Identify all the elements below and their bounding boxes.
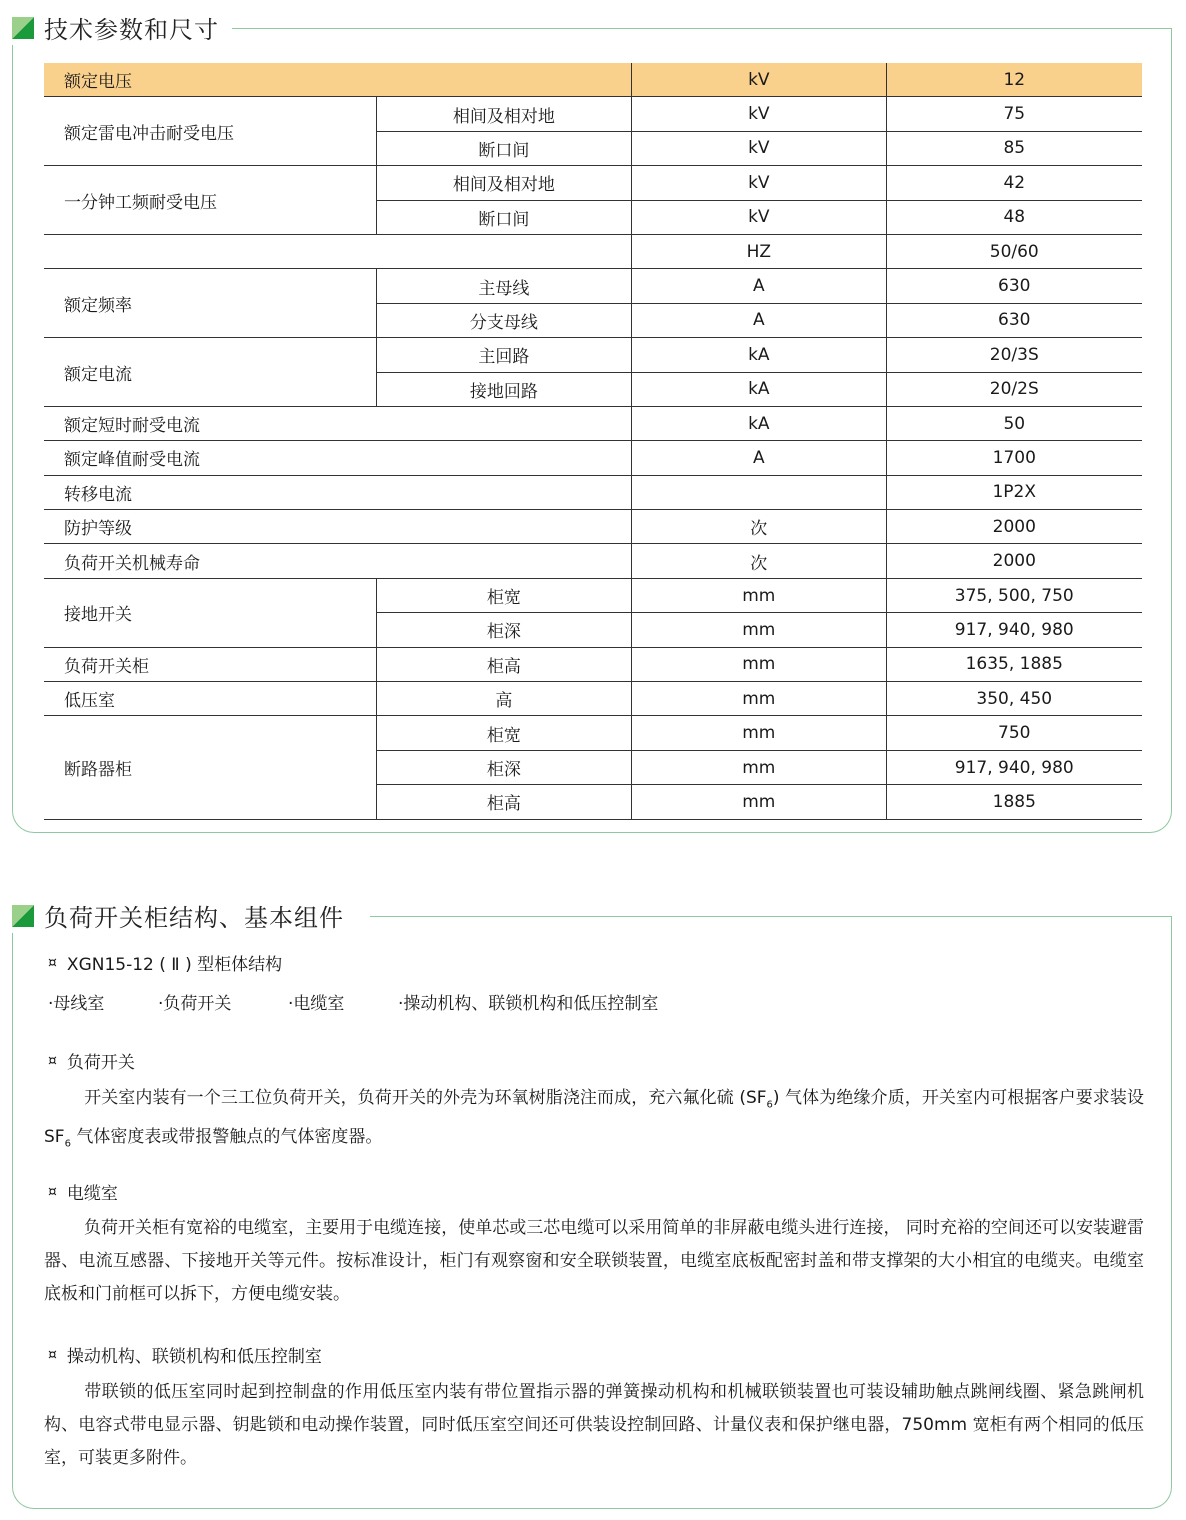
table-cell: 额定峰值耐受电流: [44, 441, 632, 475]
table-row: [44, 682, 1142, 716]
table-cell: A: [632, 303, 886, 337]
table-cell: 转移电流: [44, 475, 632, 509]
table-cell: 柜深: [376, 750, 631, 784]
table-cell: kV: [632, 131, 886, 165]
table-row: [44, 406, 1142, 440]
table-cell: 额定短时耐受电流: [44, 406, 632, 440]
table-cell: mm: [632, 750, 886, 784]
table-cell: 负荷开关机械寿命: [44, 544, 632, 578]
table-cell: [632, 475, 886, 509]
table-cell: 20/3S: [886, 338, 1142, 372]
sf6-subscript: 6: [766, 1099, 773, 1111]
table-cell: 12: [886, 63, 1142, 97]
spec-panel-top-line: [232, 28, 1172, 29]
table-cell: kA: [632, 406, 886, 440]
table-cell: mm: [632, 716, 886, 750]
table-row: [44, 544, 1142, 578]
table-cell: 630: [886, 303, 1142, 337]
cable-room-text: 负荷开关柜有宽裕的电缆室，主要用于电缆连接，使单芯或三芯电缆可以采用简单的非屏蔽电缆头进行连接， 同时充裕的空间还可以安装避雷器、电流互感器、下接地开关等元件。按标准设计，柜门有观察窗和安全联锁装置，电缆室底板配密封盖和带支撑架的大小相宜的电缆夹。电缆室底板和门前框可以拆下，方便电缆安装。: [44, 1218, 1144, 1304]
table-cell: 1P2X: [886, 475, 1142, 509]
section-marker-icon: [12, 17, 34, 39]
table-cell: 1885: [886, 785, 1142, 819]
table-cell: 断口间: [376, 200, 631, 234]
table-row: [44, 510, 1142, 544]
table-cell: 柜宽: [376, 578, 631, 612]
table-cell: A: [632, 441, 886, 475]
spec-section-header: [12, 10, 229, 45]
table-cell: 2000: [886, 544, 1142, 578]
mechanism-heading: [48, 1342, 322, 1367]
table-row: [44, 269, 1142, 303]
table-cell: 750: [886, 716, 1142, 750]
table-cell: 20/2S: [886, 372, 1142, 406]
table-cell: kV: [632, 97, 886, 131]
table-cell: 额定频率: [44, 269, 376, 338]
mechanism-title: 操动机构、联锁机构和低压控制室: [66, 1347, 322, 1367]
bullet-symbol-icon: ¤: [48, 1183, 57, 1200]
cable-room-heading: [48, 1179, 118, 1204]
table-cell: mm: [632, 682, 886, 716]
table-row: [44, 166, 1142, 200]
mechanism-text: 带联锁的低压室同时起到控制盘的作用低压室内装有带位置指示器的弹簧操动机构和机械联锁装置也可装设辅助触点跳闸线圈、紧急跳闸机构、电容式带电显示器、钥匙锁和电动操作装置，同时低压室空间还可供装设控制回路、计量仪表和保护继电器，750mm 宽柜有两个相同的低压室，可装更多附件。: [44, 1382, 1144, 1468]
table-cell: 917, 940, 980: [886, 613, 1142, 647]
table-cell: 375, 500, 750: [886, 578, 1142, 612]
section-marker-icon: [12, 905, 34, 927]
table-cell: 48: [886, 200, 1142, 234]
table-cell: 次: [632, 544, 886, 578]
table-cell: 1635, 1885: [886, 647, 1142, 681]
structure-section-title: 负荷开关柜结构、基本组件: [44, 904, 344, 932]
table-cell: 高: [376, 682, 631, 716]
structure-subheading: [48, 950, 282, 975]
table-cell: kV: [632, 200, 886, 234]
table-cell: kA: [632, 372, 886, 406]
spec-section-title: 技术参数和尺寸: [44, 16, 219, 44]
list-item: ·操动机构、联锁机构和低压控制室: [398, 994, 659, 1014]
table-cell: mm: [632, 647, 886, 681]
table-cell: 相间及相对地: [376, 97, 631, 131]
table-cell: 相间及相对地: [376, 166, 631, 200]
table-row: [44, 647, 1142, 681]
table-cell: 1700: [886, 441, 1142, 475]
list-item: ·电缆室: [288, 994, 345, 1014]
table-cell: kV: [632, 63, 886, 97]
cable-room-title: 电缆室: [66, 1184, 118, 1204]
table-cell: 额定电流: [44, 338, 376, 407]
table-cell: 接地开关: [44, 578, 376, 647]
load-switch-heading: [48, 1048, 135, 1073]
table-cell: 额定雷电冲击耐受电压: [44, 97, 376, 166]
table-cell: mm: [632, 613, 886, 647]
sf6-subscript: 6: [64, 1138, 71, 1150]
table-cell: 断口间: [376, 131, 631, 165]
table-row: [44, 441, 1142, 475]
table-row: [44, 578, 1142, 612]
table-cell: 917, 940, 980: [886, 750, 1142, 784]
load-switch-paragraph: [44, 1082, 1144, 1161]
list-item: ·负荷开关: [158, 994, 232, 1014]
table-row: [44, 475, 1142, 509]
table-cell: 额定电压: [44, 63, 632, 97]
table-cell: 50: [886, 406, 1142, 440]
structure-title: XGN15-12 ( Ⅱ ) 型柜体结构: [66, 955, 283, 975]
table-row: [44, 716, 1142, 750]
table-cell: 低压室: [44, 682, 376, 716]
load-switch-text-b: ) 气体为绝缘介质，开关室内可根据客户要求装设 SF: [44, 1088, 1144, 1148]
bullet-symbol-icon: ¤: [48, 1052, 57, 1069]
load-switch-title: 负荷开关: [66, 1053, 135, 1073]
spec-table: [44, 63, 1142, 820]
table-cell: A: [632, 269, 886, 303]
bullet-symbol-icon: ¤: [48, 1346, 57, 1363]
table-cell: 柜深: [376, 613, 631, 647]
table-cell: kV: [632, 166, 886, 200]
table-cell: mm: [632, 785, 886, 819]
table-cell: 分支母线: [376, 303, 631, 337]
table-cell: 防护等级: [44, 510, 632, 544]
table-cell: 75: [886, 97, 1142, 131]
table-cell: 负荷开关柜: [44, 647, 376, 681]
table-cell: mm: [632, 578, 886, 612]
load-switch-text-a: 开关室内装有一个三工位负荷开关，负荷开关的外壳为环氧树脂浇注而成，充六氟化硫 (SF: [84, 1088, 767, 1108]
table-cell: 柜高: [376, 785, 631, 819]
table-cell: [44, 234, 632, 268]
bullet-symbol-icon: ¤: [48, 954, 57, 971]
table-cell: 主母线: [376, 269, 631, 303]
table-cell: 柜宽: [376, 716, 631, 750]
table-cell: 42: [886, 166, 1142, 200]
cable-room-paragraph: [44, 1212, 1144, 1311]
table-cell: 柜高: [376, 647, 631, 681]
structure-panel-top-line: [370, 916, 1172, 917]
table-cell: 接地回路: [376, 372, 631, 406]
table-cell: 630: [886, 269, 1142, 303]
list-item: ·母线室: [48, 994, 105, 1014]
table-cell: HZ: [632, 234, 886, 268]
table-cell: 50/60: [886, 234, 1142, 268]
table-row: [44, 234, 1142, 268]
table-cell: 次: [632, 510, 886, 544]
table-cell: 2000: [886, 510, 1142, 544]
table-cell: 主回路: [376, 338, 631, 372]
table-cell: kA: [632, 338, 886, 372]
table-cell: 一分钟工频耐受电压: [44, 166, 376, 235]
table-cell: 350, 450: [886, 682, 1142, 716]
table-header-row: [44, 63, 1142, 97]
table-row: [44, 97, 1142, 131]
mechanism-paragraph: [44, 1376, 1144, 1475]
load-switch-text-c: 气体密度表或带报警触点的气体密度器。: [70, 1127, 383, 1148]
structure-section-header: [12, 898, 354, 933]
table-cell: 断路器柜: [44, 716, 376, 819]
table-row: [44, 338, 1142, 372]
table-cell: 85: [886, 131, 1142, 165]
